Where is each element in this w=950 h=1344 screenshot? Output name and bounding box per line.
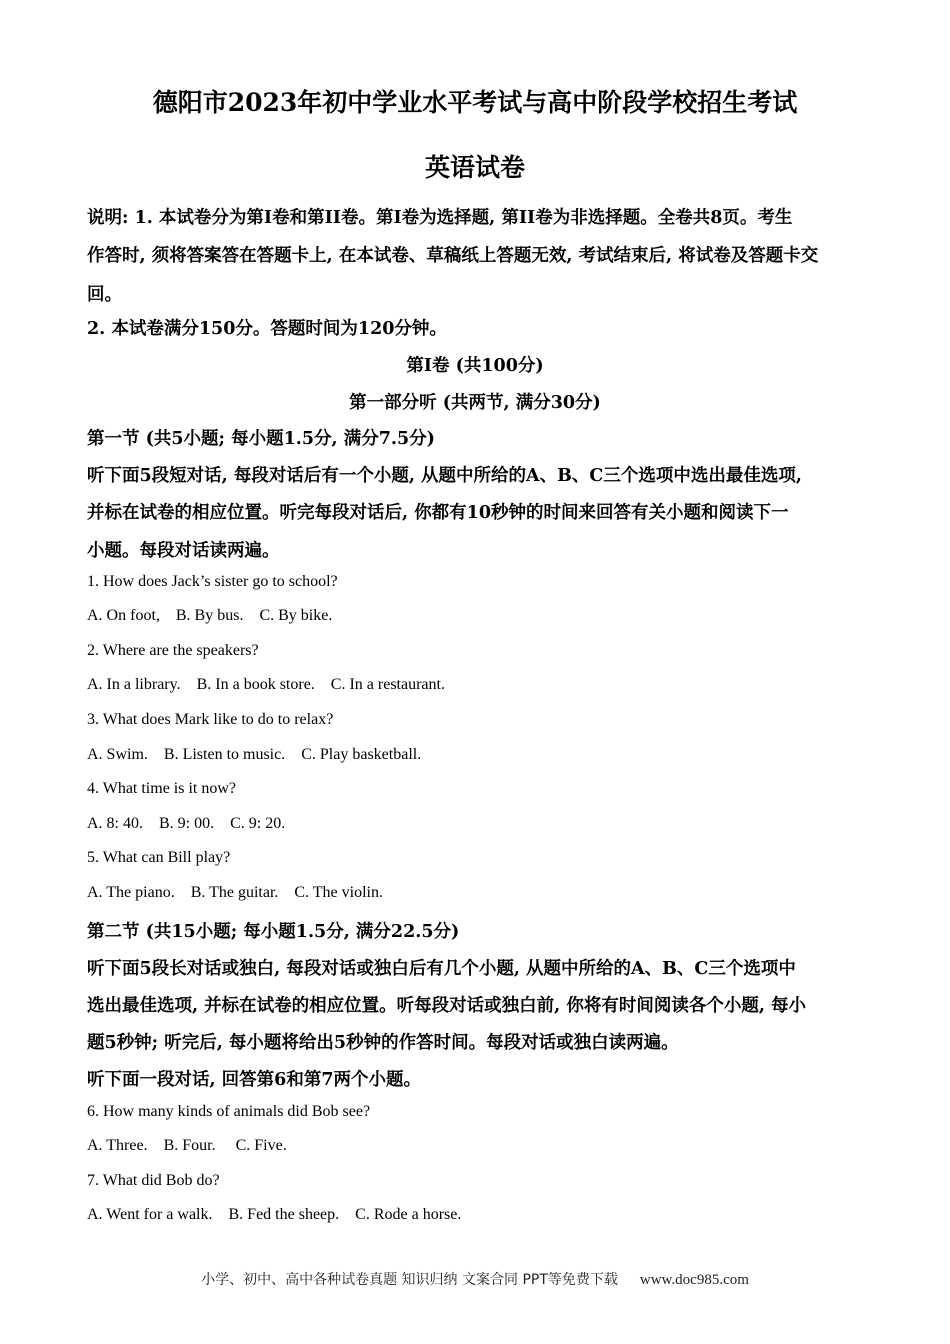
question-1: 1. How does Jack’s sister go to school? <box>87 573 338 590</box>
footer-text: 小学、初中、高中各种试卷真题 知识归纳 文案合同 PPT等免费下载 <box>201 1272 618 1288</box>
instructions-line-3: 回。 <box>87 285 122 305</box>
question-5-options: A. The piano. B. The guitar. C. The violin. <box>87 884 383 901</box>
section2-desc-3: 题5秒钟; 听完后, 每小题将给出5秒钟的作答时间。每段对话或独白读两遍。 <box>87 1033 679 1053</box>
section2-desc-1: 听下面5段长对话或独白, 每段对话或独白后有几个小题, 从题中所给的A、B、C三个选项中 <box>87 959 796 979</box>
question-3-options: A. Swim. B. Listen to music. C. Play basketball. <box>87 746 422 763</box>
exam-title: 德阳市2023年初中学业水平考试与高中阶段学校招生考试 <box>152 88 798 117</box>
section1-desc-1: 听下面5段短对话, 每段对话后有一个小题, 从题中所给的A、B、C三个选项中选出最佳选项, <box>87 466 802 486</box>
section1-desc-2: 并标在试卷的相应位置。听完每段对话后, 你都有10秒钟的时间来回答有关小题和阅读下一 <box>87 503 789 523</box>
question-6-options: A. Three. B. Four. C. Five. <box>87 1137 287 1154</box>
question-2: 2. Where are the speakers? <box>87 642 259 659</box>
question-4-options: A. 8: 40. B. 9: 00. C. 9: 20. <box>87 815 286 832</box>
section2-desc-2: 选出最佳选项, 并标在试卷的相应位置。听每段对话或独白前, 你将有时间阅读各个小题, 每小 <box>87 996 807 1016</box>
instructions-line-4: 2. 本试卷满分150分。答题时间为120分钟。 <box>87 319 447 339</box>
instructions-line-2: 作答时, 须将答案答在答题卡上, 在本试卷、草稿纸上答题无效, 考试结束后, 将试卷及答题卡交 <box>87 246 819 266</box>
question-2-options: A. In a library. B. In a book store. C. In a restaurant. <box>87 676 445 693</box>
question-7: 7. What did Bob do? <box>87 1172 220 1189</box>
section2-prompt: 听下面一段对话, 回答第6和第7两个小题。 <box>87 1070 422 1090</box>
section2-heading: 第二节 (共15小题; 每小题1.5分, 满分22.5分) <box>87 922 460 942</box>
exam-subtitle: 英语试卷 <box>424 153 525 182</box>
page-footer <box>0 1269 950 1289</box>
question-4: 4. What time is it now? <box>87 780 237 797</box>
volume-title: 第I卷 (共100分) <box>406 356 544 376</box>
section1-heading: 第一节 (共5小题; 每小题1.5分, 满分7.5分) <box>87 429 435 449</box>
section1-desc-3: 小题。每段对话读两遍。 <box>87 541 280 561</box>
question-1-options: A. On foot, B. By bus. C. By bike. <box>87 607 333 624</box>
question-5: 5. What can Bill play? <box>87 849 231 866</box>
question-6: 6. How many kinds of animals did Bob see? <box>87 1103 371 1120</box>
question-7-options: A. Went for a walk. B. Fed the sheep. C. Rode a horse. <box>87 1206 462 1223</box>
footer-url[interactable]: www.doc985.com <box>639 1272 749 1288</box>
question-3: 3. What does Mark like to do to relax? <box>87 711 334 728</box>
instructions-line-1: 说明: 1. 本试卷分为第I卷和第II卷。第I卷为选择题, 第II卷为非选择题。全卷共8页。考生 <box>87 208 793 228</box>
part-title: 第一部分听 (共两节, 满分30分) <box>349 393 601 413</box>
